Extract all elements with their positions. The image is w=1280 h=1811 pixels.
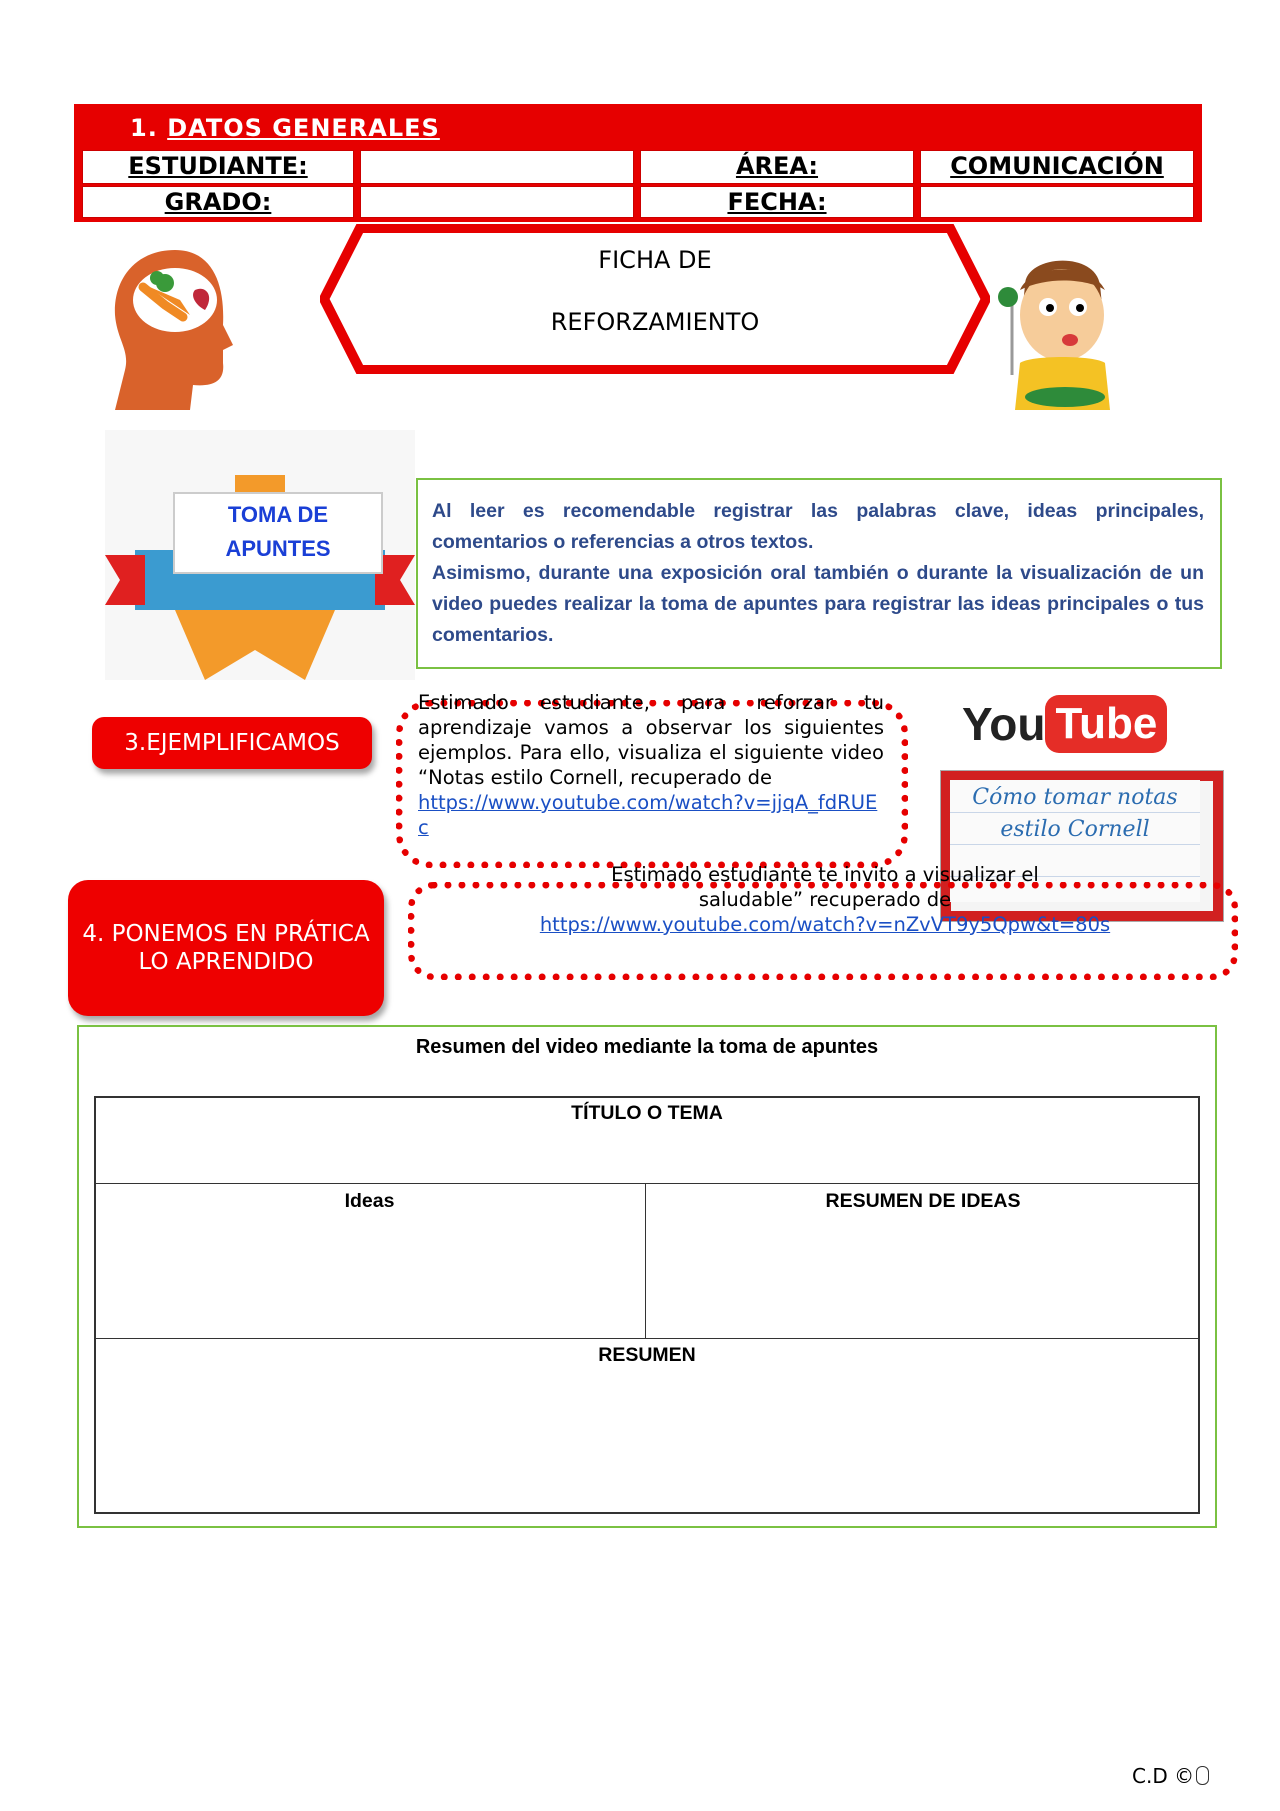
table-divider: [94, 1338, 1200, 1339]
fecha-field[interactable]: [920, 186, 1194, 218]
boy-eating-icon: [990, 245, 1130, 415]
resumen-header: RESUMEN: [598, 1344, 696, 1366]
titulo-tema-field[interactable]: [98, 1130, 1196, 1180]
fecha-label: FECHA:: [727, 188, 827, 216]
youtube-logo-icon: [962, 695, 1192, 765]
ponemos-label: 4. PONEMOS EN PRÁTICA LO APRENDIDO: [82, 921, 370, 975]
summary-title: Resumen del video mediante la toma de apuntes: [415, 1036, 879, 1058]
area-label: ÁREA:: [735, 152, 819, 180]
fecha-label-cell: [640, 186, 914, 218]
ideas-field[interactable]: [98, 1218, 642, 1334]
section3-video-link[interactable]: https://www.youtube.com/watch?v=jjqA_fdRUEc: [418, 791, 878, 839]
ideas-header: Ideas: [344, 1190, 395, 1212]
grado-label-cell: [82, 186, 354, 218]
resumen-field[interactable]: [98, 1372, 1196, 1510]
thumbnail-title: Cómo tomar notas estilo Cornell: [972, 785, 1178, 842]
grado-field[interactable]: [360, 186, 634, 218]
section-title-text: DATOS GENERALES: [167, 114, 440, 142]
area-label-cell: [640, 150, 914, 184]
area-value-cell: [920, 150, 1194, 184]
youtube-you: You: [962, 698, 1046, 750]
section3-text-block: [418, 690, 884, 840]
toma-line1: TOMA DE: [227, 502, 329, 527]
grado-label: GRADO:: [164, 188, 272, 216]
ejemplificamos-button[interactable]: 3.EJEMPLIFICAMOS: [92, 717, 372, 769]
info-box: [416, 478, 1222, 669]
banner-line2: REFORZAMIENTO: [550, 308, 760, 336]
section4-text-b: saludable” recuperado de: [698, 888, 952, 911]
toma-apuntes-label: [173, 492, 383, 574]
estudiante-label-cell: [82, 150, 354, 184]
ponemos-en-practica-button[interactable]: [68, 880, 384, 1016]
table-divider: [94, 1183, 1200, 1184]
banner-line1: FICHA DE: [598, 246, 712, 274]
estudiante-label: ESTUDIANTE:: [128, 152, 308, 180]
section4-video-link[interactable]: https://www.youtube.com/watch?v=nZvVT9y5Qpw&t=80s: [539, 913, 1111, 936]
estudiante-field[interactable]: [360, 150, 634, 184]
section4-text-a: Estimado estudiante te invito a visualizar el: [611, 863, 1039, 886]
brain-head-icon: [105, 245, 245, 415]
toma-line2: APUNTES: [225, 536, 331, 561]
resumen-ideas-field[interactable]: [650, 1218, 1196, 1334]
resumen-ideas-header: RESUMEN DE IDEAS: [825, 1190, 1021, 1212]
info-paragraph-2: Asimismo, durante una exposición oral también o durante la visualización de un video puedes realizar la toma de apuntes para registrar las ideas principales o tus comentarios.: [432, 562, 1204, 646]
info-paragraph-1: Al leer es recomendable registrar las palabras clave, ideas principales, comentarios o referencias a otros textos.: [432, 500, 1204, 553]
footer-text: C.D ©: [1132, 1764, 1195, 1788]
section3-text: Estimado estudiante, para reforzar tu aprendizaje vamos a observar los siguientes ejemplos. Para ello, visualiza el siguiente video “Notas estilo Cornell, recuperado de: [418, 691, 884, 789]
mouse-icon: [1196, 1766, 1209, 1785]
section4-text-block: [430, 862, 1220, 937]
section-title-datos: [130, 114, 440, 142]
section-number: 1.: [130, 114, 158, 142]
titulo-tema-header: TÍTULO O TEMA: [571, 1102, 723, 1124]
youtube-tube: Tube: [1045, 695, 1167, 753]
footer-credit: [1132, 1764, 1209, 1788]
area-value: COMUNICACIÓN: [950, 152, 1164, 180]
